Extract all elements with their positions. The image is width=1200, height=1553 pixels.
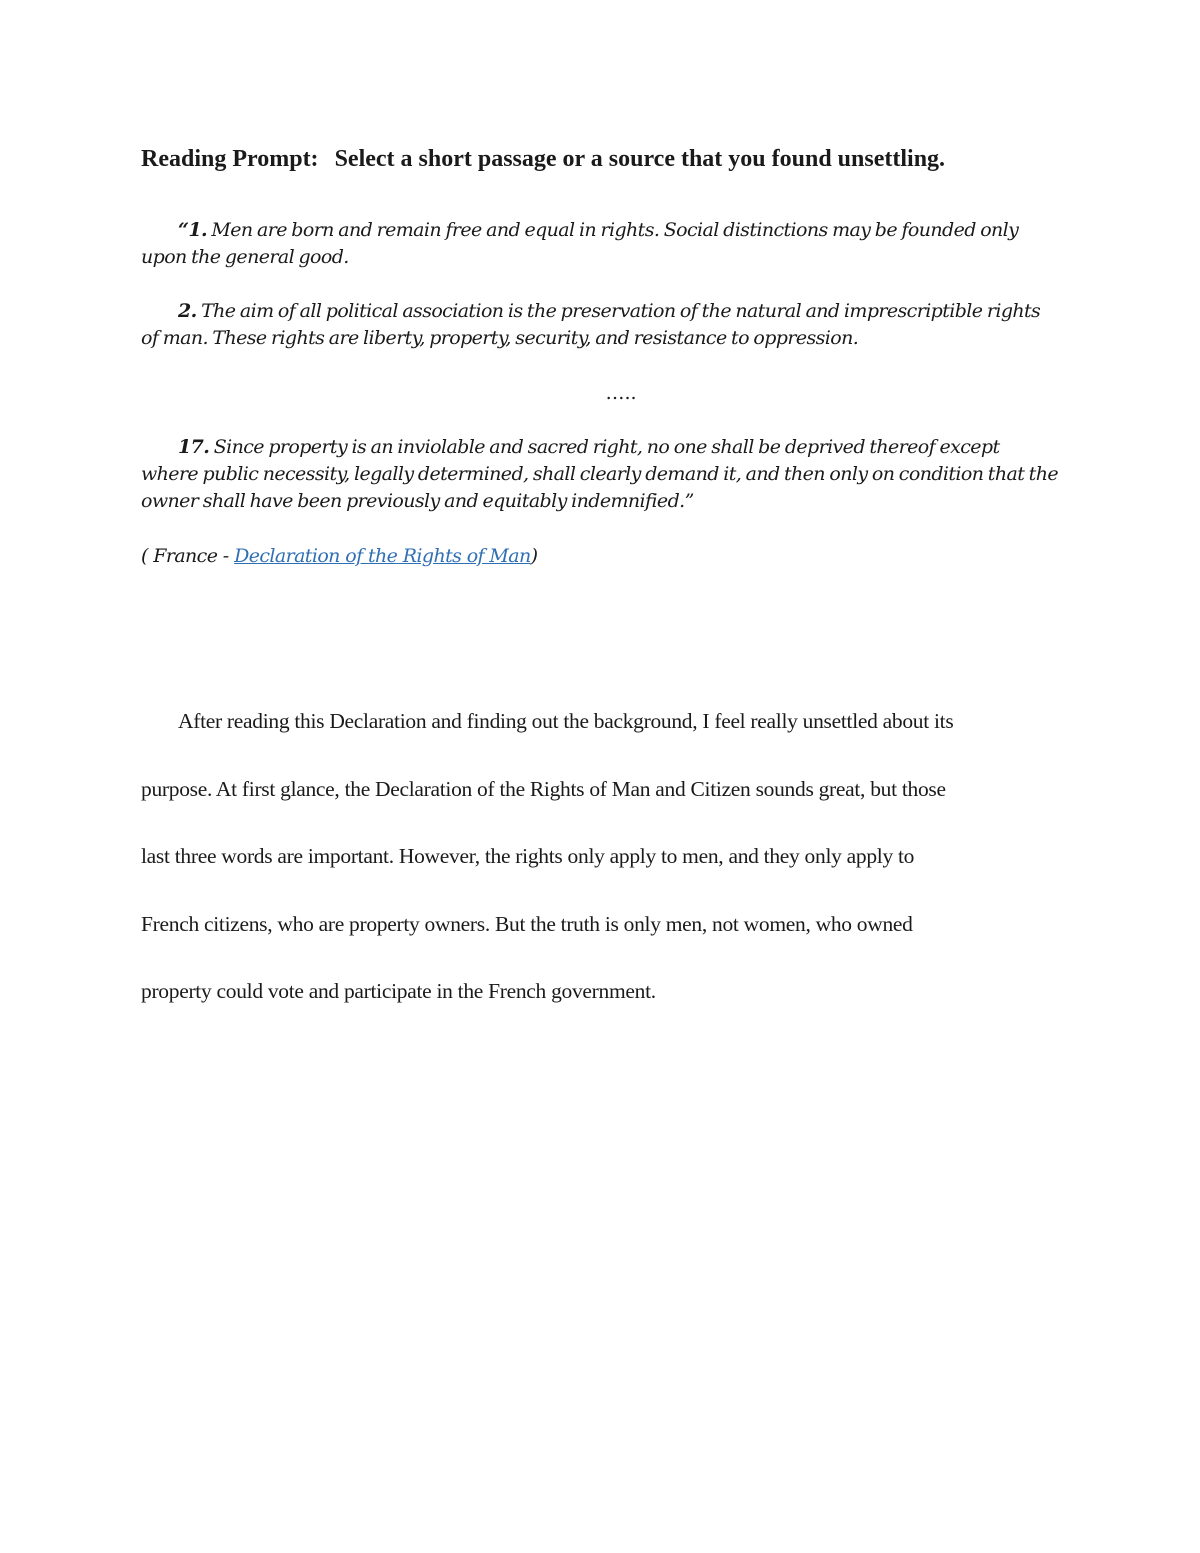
quote-ellipsis: …..	[605, 382, 637, 404]
prompt-text: Select a short passage or a source that you found unsettling.	[334, 146, 946, 172]
article-text: Since property is an inviolable and sacred right, no one shall be deprived thereof except where public necessity, legally determined, shall clearly demand it, and then only on condition that the owner shall have been previously and equitably indemnified.”	[141, 436, 1058, 512]
quote-article-1	[141, 217, 1061, 271]
source-prefix: ( France -	[141, 545, 235, 567]
article-number: 17.	[178, 436, 210, 458]
essay-line: property could vote and participate in the French government.	[141, 979, 656, 1003]
essay-line: French citizens, who are property owners. But the truth is only men, not women, who owned	[141, 911, 913, 936]
article-number: 2.	[178, 300, 197, 322]
essay-line: last three words are important. However, the rights only apply to men, and they only apply to	[141, 844, 915, 868]
reading-prompt-heading	[141, 142, 1081, 176]
prompt-label: Reading Prompt:	[141, 146, 319, 172]
essay-line-text: After reading this Declaration and finding out the background, I feel really unsettled about its	[178, 709, 954, 733]
essay-paragraph	[141, 688, 1071, 1026]
essay-line: purpose. At first glance, the Declaration of the Rights of Man and Citizen sounds great, but those	[141, 776, 946, 801]
article-text: Men are born and remain free and equal in rights. Social distinctions may be founded only upon the general good.	[141, 219, 1019, 268]
article-number: 1.	[188, 219, 207, 241]
quote-open-mark: “	[178, 219, 189, 241]
article-text: The aim of all political association is the preservation of the natural and imprescriptible rights of man. These rights are liberty, property, security, and resistance to oppression.	[141, 300, 1041, 349]
source-link[interactable]: Declaration of the Rights of Man	[234, 545, 531, 567]
source-suffix: )	[530, 545, 538, 567]
quote-article-17	[141, 434, 1061, 515]
quote-article-2	[141, 298, 1061, 352]
essay-line	[141, 688, 1071, 756]
source-citation	[141, 543, 537, 570]
